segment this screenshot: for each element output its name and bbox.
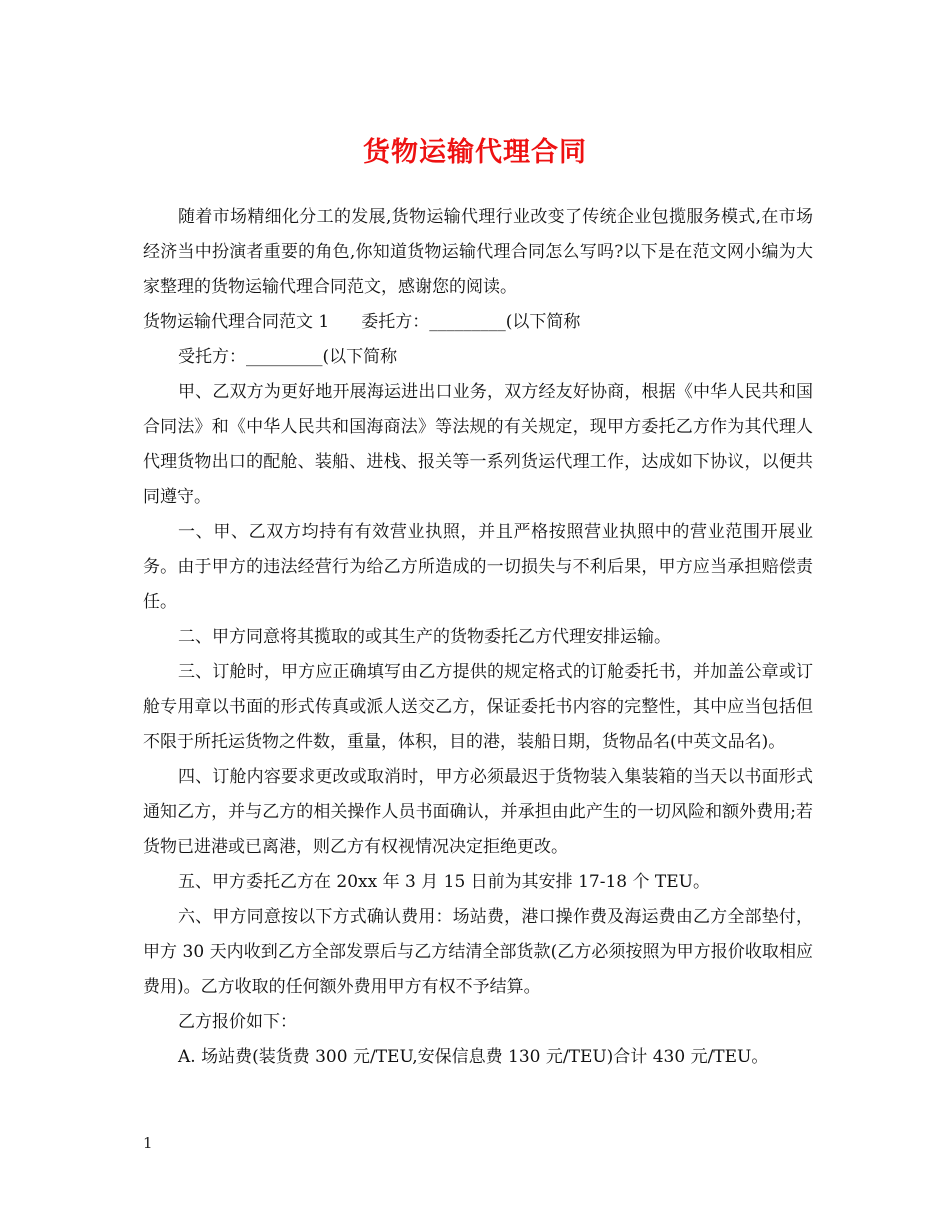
quote-item-a: A. 场站费(装货费 300 元/TEU,安保信息费 130 元/TEU)合计 430 元/TEU。 xyxy=(178,1047,769,1067)
clause-5: 五、甲方委托乙方在 20xx 年 3 月 15 日前为其安排 17-18 个 TEU。 xyxy=(178,872,710,892)
page-number: 1 xyxy=(143,1134,153,1152)
clause-3: 三、订舱时，甲方应正确填写由乙方提供的规定格式的订舱委托书，并加盖公章或订舱专用章以书面的形式传真或派人送交乙方，保证委托书内容的完整性，其中应当包括但不限于所托运货物之件数，重量，体积，目的港，装船日期，货物品名(中英文品名)。 xyxy=(143,662,813,752)
document-body xyxy=(143,200,813,1075)
clause-4: 四、订舱内容要求更改或取消时，甲方必须最迟于货物装入集装箱的当天以书面形式通知乙方，并与乙方的相关操作人员书面确认，并承担由此产生的一切风险和额外费用;若货物已进港或已离港，则乙方有权视情况决定拒绝更改。 xyxy=(143,767,813,857)
preamble-paragraph: 甲、乙双方为更好地开展海运进出口业务，双方经友好协商，根据《中华人民共和国合同法》和《中华人民共和国海商法》等法规的有关规定，现甲方委托乙方作为其代理人代理货物出口的配舱、装船、进栈、报关等一系列货运代理工作，达成如下协议，以便共同遵守。 xyxy=(143,382,813,507)
clause-1: 一、甲、乙双方均持有有效营业执照，并且严格按照营业执照中的营业范围开展业务。由于甲方的违法经营行为给乙方所造成的一切损失与不利后果，甲方应当承担赔偿责任。 xyxy=(143,522,813,612)
consignor-line: 委托方：_________(以下简称 xyxy=(361,312,581,332)
intro-paragraph: 随着市场精细化分工的发展,货物运输代理行业改变了传统企业包揽服务模式,在市场经济当中扮演者重要的角色,你知道货物运输代理合同怎么写吗?以下是在范文网小编为大家整理的货物运输代理合同范文，感谢您的阅读。 xyxy=(143,207,813,297)
clause-2: 二、甲方同意将其揽取的或其生产的货物委托乙方代理安排运输。 xyxy=(178,627,671,647)
quote-heading: 乙方报价如下： xyxy=(178,1012,297,1032)
sample-heading: 货物运输代理合同范文 1 xyxy=(143,312,330,332)
document-title: 货物运输代理合同 xyxy=(363,137,587,168)
consignee-line: 受托方：_________(以下简称 xyxy=(178,347,398,367)
clause-6: 六、甲方同意按以下方式确认费用：场站费，港口操作费及海运费由乙方全部垫付，甲方 30 天内收到乙方全部发票后与乙方结清全部货款(乙方必须按照为甲方报价收取相应费用)。乙方收取的任何额外费用甲方有权不予结算。 xyxy=(143,907,813,997)
sample-heading-line xyxy=(143,305,813,340)
